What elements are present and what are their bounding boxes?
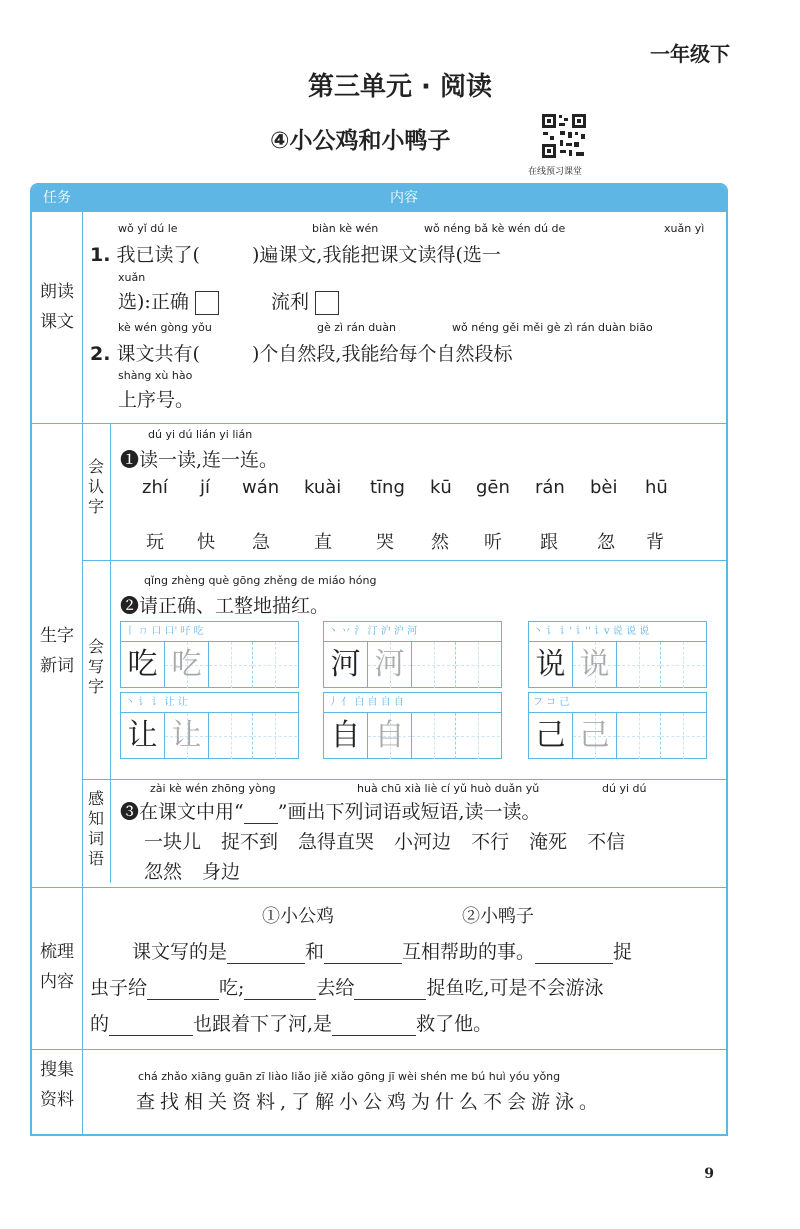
pinyin-item[interactable]: bèi — [590, 477, 618, 498]
word-item[interactable]: 急得直哭 — [298, 831, 375, 853]
instruction-text: 在课文中用“ — [139, 801, 244, 823]
word-list-line-2 — [144, 857, 240, 884]
char-item[interactable]: 听 — [484, 532, 502, 553]
stroke-order: 丿 亻 白 自 自 自 — [324, 693, 501, 713]
pinyin-item[interactable]: jí — [200, 477, 211, 498]
empty-cell[interactable] — [253, 642, 297, 688]
pinyin-item[interactable]: rán — [535, 477, 565, 498]
empty-cell[interactable] — [412, 642, 456, 688]
instruction-text: ”画出下列词语或短语,读一读。 — [277, 801, 541, 823]
word-item[interactable]: 忽然 — [144, 861, 183, 883]
tracing-grid[interactable] — [528, 621, 707, 688]
stroke-order: 丨 ㄇ 口 口' 吇 吃 — [121, 622, 298, 642]
trace-char[interactable]: 让 — [165, 713, 209, 759]
pinyin-item[interactable]: wán — [242, 477, 280, 498]
word-list-line-1 — [144, 827, 625, 854]
pinyin-item[interactable]: zhí — [142, 477, 168, 498]
underline-mark — [244, 823, 278, 824]
fill-blank[interactable] — [227, 963, 305, 964]
char-item[interactable]: 哭 — [376, 532, 394, 553]
write-instruction — [120, 591, 329, 618]
step-number: ❷ — [120, 595, 140, 617]
char-item[interactable]: 跟 — [540, 532, 558, 553]
divider — [110, 423, 111, 883]
word-item[interactable]: 身边 — [202, 861, 241, 883]
option-text: 选):正确 — [118, 291, 189, 313]
unit-title: 第三单元 · 阅读 — [308, 72, 492, 102]
question-2 — [90, 339, 512, 366]
sort-line-1: 课文写的是 和 互相帮助的事。 捉 — [132, 941, 633, 963]
word-item[interactable]: 不信 — [587, 831, 626, 853]
category-vocab: 生字 新词 — [40, 626, 74, 676]
trace-char[interactable]: 己 — [573, 713, 617, 759]
divider — [32, 1049, 726, 1050]
pinyin: qǐng zhèng què gōng zhěng de miáo hóng — [144, 574, 377, 587]
divider — [32, 423, 726, 424]
model-char: 自 — [324, 713, 368, 759]
instruction-text: 读一读,连一连。 — [139, 449, 279, 471]
char-item[interactable]: 直 — [314, 532, 332, 553]
pinyin-item[interactable]: kū — [430, 477, 452, 498]
tracing-grid[interactable] — [528, 692, 707, 759]
empty-cell[interactable] — [661, 642, 705, 688]
fill-blank[interactable] — [147, 999, 219, 1000]
pinyin: kè wén gòng yǒu — [118, 321, 212, 334]
category-reading: 朗读 课文 — [40, 282, 74, 332]
question-text: 上序号。 — [118, 389, 195, 411]
header-content: 内容 — [390, 190, 418, 206]
trace-char[interactable]: 吃 — [165, 642, 209, 688]
question-text: )遍课文,我能把课文读得(选一 — [252, 244, 501, 266]
empty-cell[interactable] — [209, 642, 253, 688]
option-label: ①小公鸡 — [262, 906, 334, 927]
perceive-instruction — [120, 797, 541, 824]
header-task: 任务 — [43, 190, 71, 206]
category-collect: 搜集 资料 — [40, 1060, 74, 1110]
checkbox-fluent[interactable] — [315, 291, 339, 315]
pinyin: dú yi dú — [602, 782, 647, 795]
stroke-order: 丶 讠 讠 让 让 — [121, 693, 298, 713]
fill-blank[interactable] — [109, 1035, 193, 1036]
empty-cell[interactable] — [617, 642, 661, 688]
subcat-write: 会 写 字 — [87, 637, 104, 696]
subcat-recognize: 会 认 字 — [87, 457, 104, 516]
category-sort: 梳理 内容 — [40, 942, 74, 992]
stroke-order: 丶 丷 氵 汀 沪 沪 河 — [324, 622, 501, 642]
fill-blank[interactable] — [244, 999, 316, 1000]
tracing-grid[interactable] — [120, 692, 299, 759]
collect-text: 查找相关资料,了解小公鸡为什么不会游泳。 — [136, 1091, 604, 1113]
fill-blank[interactable] — [535, 963, 613, 964]
stroke-order: 丶 讠 讠' 讠'' 讠ⅴ 说 说 说 — [529, 622, 706, 642]
step-number: ❶ — [120, 449, 140, 471]
qr-code-icon[interactable] — [540, 112, 588, 160]
empty-cell[interactable] — [617, 713, 661, 759]
word-item[interactable]: 淹死 — [529, 831, 568, 853]
step-number: ❸ — [120, 801, 140, 823]
grade-label: 一年级下 — [650, 42, 730, 66]
pinyin: wǒ néng gěi měi gè zì rán duàn biāo — [452, 321, 653, 334]
sort-line-2: 虫子给 吃; 去给 捉鱼吃,可是不会游泳 — [90, 977, 604, 999]
pinyin: biàn kè wén — [312, 222, 379, 235]
char-item[interactable]: 玩 — [146, 532, 164, 553]
divider — [82, 560, 728, 561]
pinyin-item[interactable]: kuài — [304, 477, 342, 498]
stroke-order: フ コ 己 — [529, 693, 706, 713]
page-number: 9 — [704, 1166, 714, 1182]
fill-blank[interactable] — [354, 999, 426, 1000]
pinyin: chá zhǎo xiāng guān zī liào liǎo jiě xiǎo gōng jī wèi shén me bú huì yóu yǒng — [138, 1070, 561, 1083]
option-label: ②小鸭子 — [462, 906, 534, 927]
pinyin: xuǎn yì — [664, 222, 705, 235]
empty-cell[interactable] — [209, 713, 253, 759]
empty-cell[interactable] — [412, 713, 456, 759]
char-item[interactable]: 然 — [431, 532, 449, 553]
question-number: 2. — [90, 343, 111, 365]
question-text: 课文共有( — [116, 343, 200, 365]
model-char: 吃 — [121, 642, 165, 688]
model-char: 说 — [529, 642, 573, 688]
recognize-instruction — [120, 445, 278, 472]
model-char: 河 — [324, 642, 368, 688]
question-text: )个自然段,我能给每个自然段标 — [252, 343, 513, 365]
sort-line-3: 的 也跟着下了河,是 救了他。 — [90, 1013, 493, 1035]
qr-caption: 在线预习课堂 — [528, 167, 583, 177]
trace-char[interactable]: 说 — [573, 642, 617, 688]
char-item[interactable]: 急 — [252, 532, 270, 553]
question-1-options — [118, 287, 339, 315]
pinyin-item[interactable]: tīng — [370, 477, 405, 498]
empty-cell[interactable] — [253, 713, 297, 759]
lesson-title: ④小公鸡和小鸭子 — [270, 128, 451, 154]
trace-char[interactable]: 河 — [368, 642, 412, 688]
word-item[interactable]: 一块儿 — [144, 831, 202, 853]
empty-cell[interactable] — [661, 713, 705, 759]
instruction-text: 请正确、工整地描红。 — [139, 595, 330, 617]
pinyin-item[interactable]: hū — [645, 477, 668, 498]
pinyin: wǒ yǐ dú le — [118, 222, 178, 235]
pinyin: gè zì rán duàn — [317, 321, 396, 334]
empty-cell[interactable] — [456, 713, 500, 759]
subcat-perceive: 感 知 词 语 — [87, 789, 104, 868]
tracing-grid[interactable] — [323, 621, 502, 688]
pinyin: wǒ néng bǎ kè wén dú de — [424, 222, 566, 235]
tracing-grid[interactable] — [120, 621, 299, 688]
question-number: 1. — [90, 244, 111, 266]
pinyin: dú yi dú lián yi lián — [148, 428, 253, 441]
fill-blank[interactable] — [332, 1035, 416, 1036]
question-text: 我已读了( — [116, 244, 200, 266]
model-char: 己 — [529, 713, 573, 759]
word-item[interactable]: 小河边 — [394, 831, 452, 853]
word-item[interactable]: 不行 — [471, 831, 510, 853]
fill-blank[interactable] — [324, 963, 402, 964]
pinyin: xuǎn — [118, 271, 146, 284]
pinyin: huà chū xià liè cí yǔ huò duǎn yǔ — [357, 782, 540, 795]
char-item[interactable]: 忽 — [597, 532, 615, 553]
word-item[interactable]: 捉不到 — [221, 831, 279, 853]
pinyin: zài kè wén zhōng yòng — [150, 782, 276, 795]
question-1 — [90, 240, 501, 267]
char-item[interactable]: 背 — [646, 532, 664, 553]
model-char: 让 — [121, 713, 165, 759]
table-header — [32, 185, 726, 212]
empty-cell[interactable] — [456, 642, 500, 688]
divider — [82, 779, 728, 780]
char-item[interactable]: 快 — [197, 532, 215, 553]
divider — [32, 887, 726, 888]
option-text: 流利 — [270, 291, 309, 313]
pinyin: shàng xù hào — [118, 369, 193, 382]
worksheet-table — [30, 183, 728, 1136]
tracing-grid[interactable] — [323, 692, 502, 759]
trace-char[interactable]: 自 — [368, 713, 412, 759]
checkbox-correct[interactable] — [195, 291, 219, 315]
pinyin-item[interactable]: gēn — [476, 477, 510, 498]
